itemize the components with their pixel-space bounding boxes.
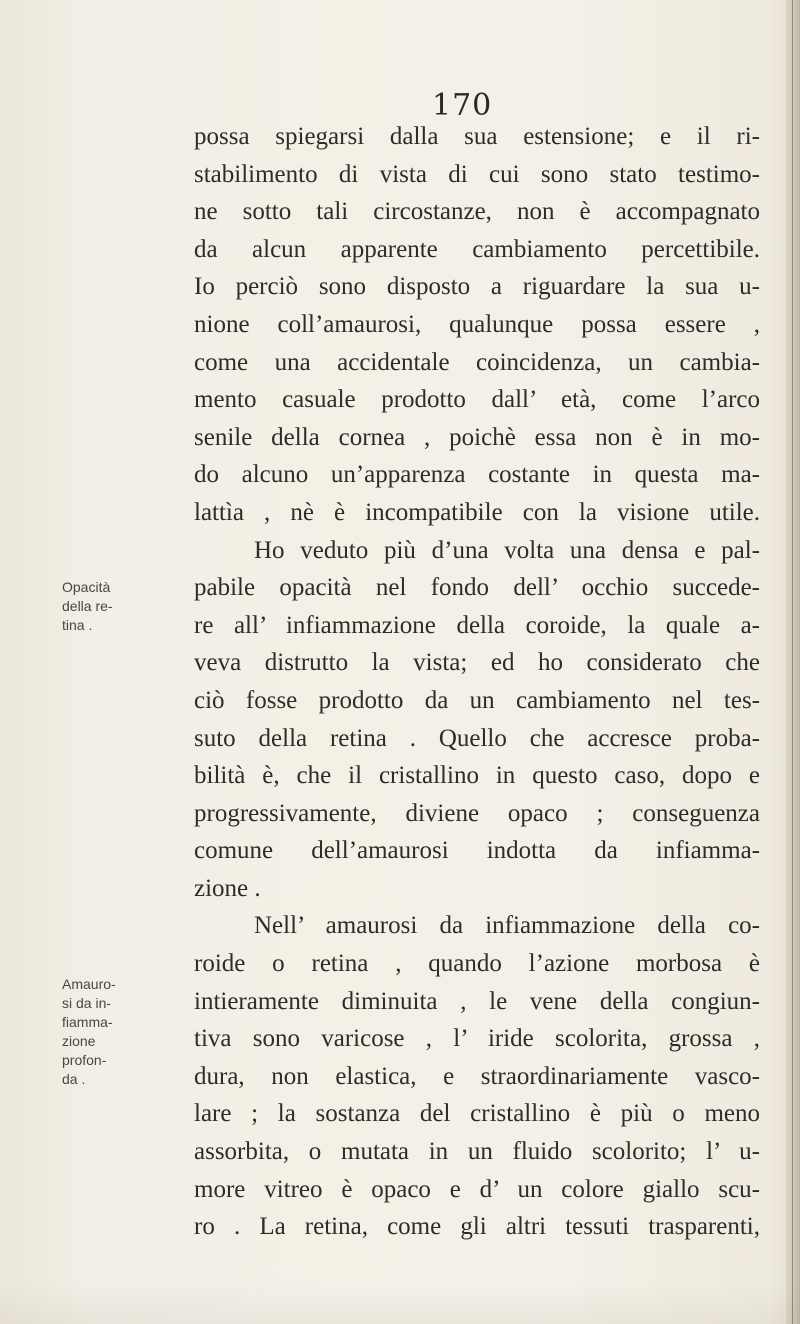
text-line: tiva sono varicose , l’ iride scolorita, grossa , xyxy=(194,1025,760,1053)
margin-note-line: Opacità xyxy=(62,579,111,595)
text-line: lare ; la sostanza del cristallino è più o meno xyxy=(194,1100,760,1128)
margin-note-line: zione xyxy=(62,1033,96,1049)
text-line: senile della cornea , poichè essa non è in mo- xyxy=(194,423,760,451)
text-line: mento casuale prodotto dall’ età, come l’arco xyxy=(194,386,760,414)
body-text xyxy=(194,118,760,1246)
margin-note-opacita xyxy=(62,578,132,635)
text-line: ro . La retina, come gli altri tessuti trasparenti, xyxy=(194,1213,760,1241)
text-line: nione coll’amaurosi, qualunque possa essere , xyxy=(194,310,760,338)
text-line: Io perciò sono disposto a riguardare la sua u- xyxy=(194,273,760,301)
page-edge xyxy=(786,0,800,1324)
margin-note-line: Amauro- xyxy=(62,976,116,992)
margin-note-line: da . xyxy=(62,1071,86,1087)
text-line: ne sotto tali circostanze, non è accompagnato xyxy=(194,198,760,226)
text-line: comune dell’amaurosi indotta da infiamma- xyxy=(194,837,760,865)
text-line: intieramente diminuita , le vene della congiun- xyxy=(194,987,760,1015)
text-line: roide o retina , quando l’azione morbosa è xyxy=(194,950,760,978)
text-line: stabilimento di vista di cui sono stato testimo- xyxy=(194,160,760,188)
margin-note-amaurosi xyxy=(62,975,132,1089)
text-line: do alcuno un’apparenza costante in questa ma- xyxy=(194,461,760,489)
text-line: possa spiegarsi dalla sua estensione; e il ri- xyxy=(194,123,760,150)
margin-note-line: della re- xyxy=(62,598,113,614)
page-shadow xyxy=(0,1284,800,1324)
text-line: veva distrutto la vista; ed ho considerato che xyxy=(194,649,760,677)
margin-note-line: profon- xyxy=(62,1052,107,1068)
margin-note-line: tina . xyxy=(62,617,93,633)
margin-note-line: fiamma- xyxy=(62,1014,113,1030)
text-line: re all’ infiammazione della coroide, la quale a- xyxy=(194,611,760,639)
text-line: lattìa , nè è incompatibile con la visione utile. xyxy=(194,498,760,526)
text-line: da alcun apparente cambiamento percettibile. xyxy=(194,235,760,263)
text-line: Ho veduto più d’una volta una densa e pal- xyxy=(254,536,760,564)
text-line: Nell’ amaurosi da infiammazione della co- xyxy=(254,912,760,940)
page-number: 170 xyxy=(432,88,493,123)
text-line: dura, non elastica, e straordinariamente vasco- xyxy=(194,1062,760,1090)
text-line: zione . xyxy=(194,874,261,902)
text-line: ciò fosse prodotto da un cambiamento nel tes- xyxy=(194,686,760,714)
text-line: more vitreo è opaco e d’ un colore giallo scu- xyxy=(194,1175,760,1203)
text-line: pabile opacità nel fondo dell’ occhio succede- xyxy=(194,574,760,602)
text-line: progressivamente, diviene opaco ; conseguenza xyxy=(194,799,760,827)
text-line: suto della retina . Quello che accresce proba- xyxy=(194,724,760,752)
text-line: bilità è, che il cristallino in questo caso, dopo e xyxy=(194,762,760,790)
text-line: come una accidentale coincidenza, un cambia- xyxy=(194,348,760,376)
text-line: assorbita, o mutata in un fluido scolorito; l’ u- xyxy=(194,1138,760,1166)
margin-note-line: si da in- xyxy=(62,995,112,1011)
